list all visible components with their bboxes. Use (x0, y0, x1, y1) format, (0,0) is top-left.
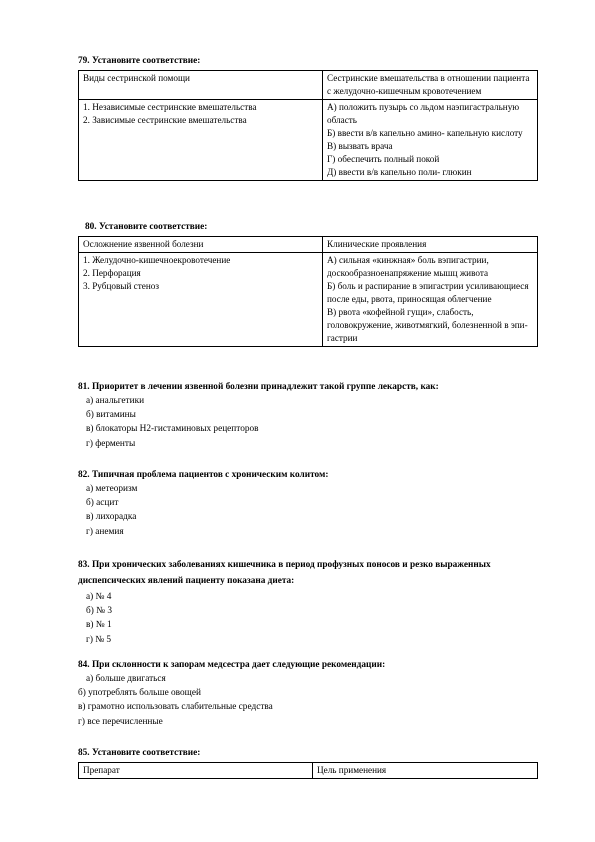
list-item: Д) ввести в/в капельно поли- глюкин (327, 167, 472, 178)
question-80 (78, 222, 538, 347)
question-81 (78, 382, 538, 451)
list-item: 3. Рубцовый стеноз (83, 280, 159, 291)
list-item: Б) ввести в/в капельно амино- капельную кислоту (327, 127, 523, 138)
question-82 (78, 470, 538, 539)
list-item: 1. Независимые сестринские вмешательства (83, 101, 257, 112)
question-81-title: 81. Приоритет в лечении язвенной болезни принадлежит такой группе лекарств, как: (78, 382, 439, 392)
option-c: в) № 1 (86, 620, 112, 631)
option-c: в) грамотно использовать слабительные средства (78, 702, 273, 713)
option-c: в) блокаторы Н2-гистаминовых рецепторов (86, 424, 259, 435)
q80-right-cell (323, 252, 538, 346)
q80-table (78, 236, 538, 348)
q85-table (78, 762, 538, 779)
list-item: 1. Желудочно-кишечноекровотечение (83, 254, 231, 265)
option-c: в) лихорадка (86, 512, 137, 523)
q79-left-cell (79, 99, 323, 180)
table-row (79, 252, 538, 346)
q80-header-right: Клинические проявления (323, 236, 538, 252)
q79-right-cell (323, 99, 538, 180)
option-d: г) анемия (86, 526, 124, 537)
q79-table (78, 70, 538, 182)
q85-header-left: Препарат (79, 762, 313, 778)
option-a: а) больше двигаться (86, 673, 166, 684)
list-item: В) рвота «кофейной гущи», слабость, головокружение, животмягкий, болезненной в эпи-гастрии (327, 306, 528, 344)
q79-header-right: Сестринские вмешательства в отношении пациента с желудочно-кишечным кровотечением (323, 70, 538, 99)
table-header-row (79, 236, 538, 252)
list-item: Б) боль и распирание в эпигастрии усиливающиеся после еды, рвота, приносящая облегчение (327, 280, 529, 304)
option-a: а) метеоризм (86, 483, 138, 494)
option-b: б) асцит (86, 498, 119, 509)
question-82-title: 82. Типичная проблема пациентов с хроническим колитом: (78, 470, 329, 480)
list-item: 2. Перфорация (83, 267, 141, 278)
option-d: г) все перечисленные (78, 716, 163, 727)
list-item: А) сильная «кинжная» боль вэпигастрии, доскообразноенапряжение мышц живота (327, 254, 489, 278)
option-a: а) № 4 (86, 591, 112, 602)
question-85 (78, 748, 538, 779)
q79-header-left: Виды сестринской помощи (79, 70, 323, 99)
question-85-title: 85. Установите соответствие: (78, 748, 201, 758)
question-79-title: 79. Установите соответствие: (78, 56, 201, 66)
option-d: г) № 5 (86, 634, 112, 645)
question-83-title: 83. При хронических заболеваниях кишечника в период профузных поносов и резко выраженных диспепсических явлений пациенту показана диета: (78, 560, 491, 586)
question-84-title: 84. При склонности к запорам медсестра дает следующие рекомендации: (78, 660, 386, 670)
question-80-title: 80. Установите соответствие: (85, 222, 208, 232)
option-b: б) употреблять больше овощей (78, 688, 201, 699)
list-item: В) вызвать врача (327, 140, 393, 151)
q85-header-right: Цель применения (313, 762, 538, 778)
table-header-row (79, 762, 538, 778)
option-d: г) ферменты (86, 438, 136, 449)
option-b: б) № 3 (86, 606, 112, 616)
table-header-row (79, 70, 538, 99)
q80-header-left: Осложнение язвенной болезни (79, 236, 323, 252)
list-item: Г) обеспечить полный покой (327, 153, 440, 164)
table-row (79, 99, 538, 180)
option-a: а) анальгетики (86, 395, 145, 406)
question-79 (78, 56, 538, 181)
list-item: А) положить пузырь со льдом наэпигастральную область (327, 101, 520, 125)
q80-left-cell (79, 252, 323, 346)
option-b: б) витамины (86, 410, 136, 421)
question-83 (78, 558, 538, 647)
list-item: 2. Зависимые сестринские вмешательства (83, 114, 247, 125)
question-84 (78, 660, 538, 729)
